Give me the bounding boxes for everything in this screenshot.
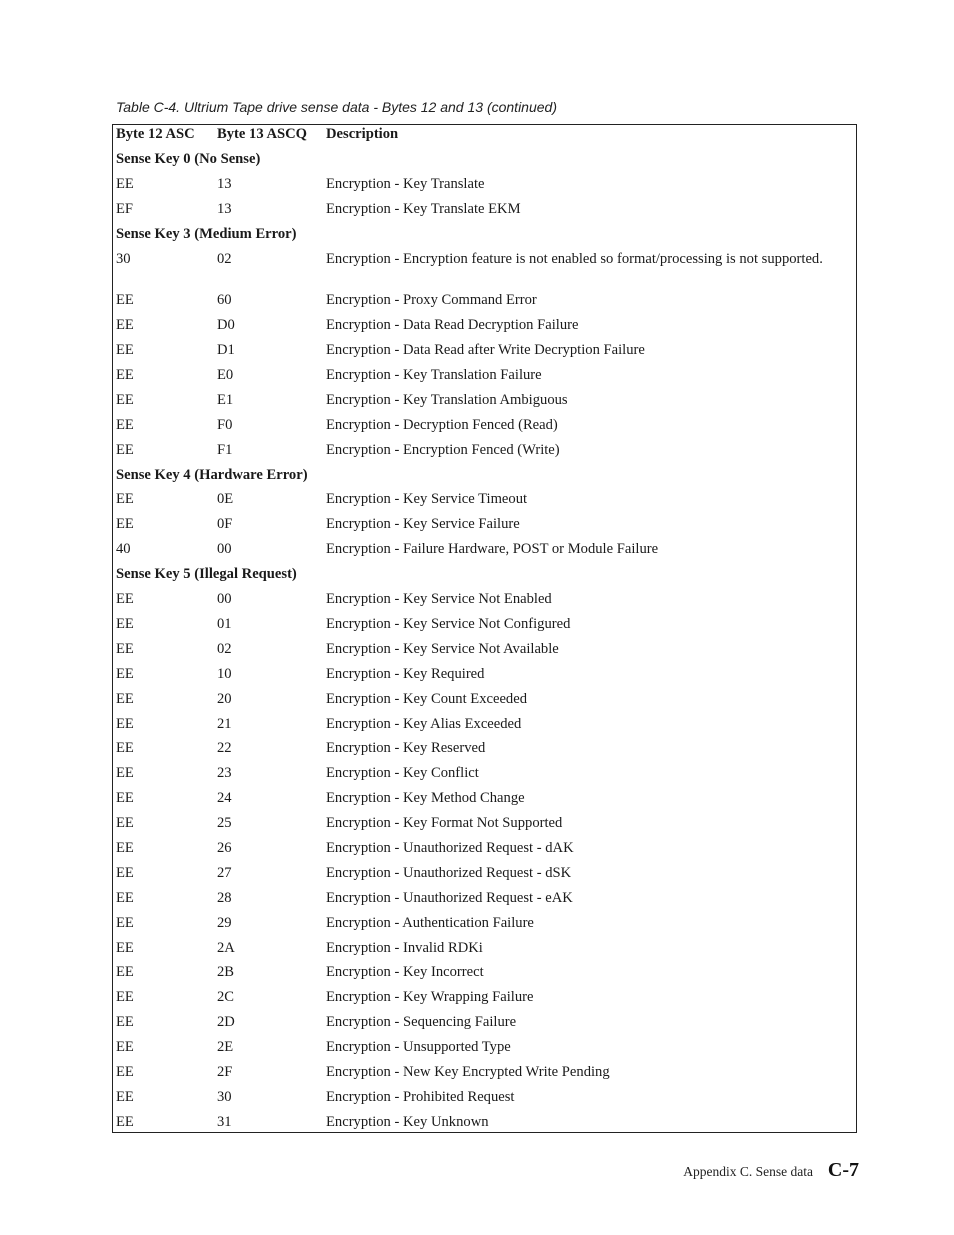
asc-cell: EE bbox=[116, 175, 134, 192]
ascq-cell: 02 bbox=[217, 250, 232, 267]
table-row bbox=[113, 442, 856, 467]
asc-cell: EE bbox=[116, 1014, 134, 1031]
table-row bbox=[113, 516, 856, 541]
description-cell: Encryption - Key Unknown bbox=[326, 1113, 489, 1130]
asc-cell: EE bbox=[116, 441, 134, 458]
description-cell: Encryption - Unauthorized Request - eAK bbox=[326, 889, 573, 906]
description-cell: Encryption - Key Method Change bbox=[326, 790, 525, 807]
description-cell: Encryption - Key Service Not Configured bbox=[326, 615, 571, 632]
description-cell: Encryption - Unsupported Type bbox=[326, 1039, 511, 1056]
ascq-cell: 00 bbox=[217, 591, 232, 608]
asc-cell: EE bbox=[116, 740, 134, 757]
table-row bbox=[113, 367, 856, 392]
table-row bbox=[113, 292, 856, 317]
description-cell: Encryption - Key Translate EKM bbox=[326, 200, 521, 217]
asc-cell: EE bbox=[116, 342, 134, 359]
asc-cell: 40 bbox=[116, 541, 131, 558]
table-row bbox=[113, 641, 856, 666]
asc-cell: EE bbox=[116, 516, 134, 533]
description-cell: Encryption - Key Required bbox=[326, 665, 485, 682]
table-row bbox=[113, 765, 856, 790]
asc-cell: EE bbox=[116, 665, 134, 682]
ascq-cell: 2E bbox=[217, 1039, 234, 1056]
asc-cell: EE bbox=[116, 416, 134, 433]
ascq-cell: 28 bbox=[217, 889, 232, 906]
asc-cell: EE bbox=[116, 815, 134, 832]
section-header-row bbox=[113, 467, 856, 492]
table-row bbox=[113, 616, 856, 641]
description-cell: Encryption - Decryption Fenced (Read) bbox=[326, 416, 558, 433]
section-header-row bbox=[113, 566, 856, 591]
ascq-cell: 01 bbox=[217, 615, 232, 632]
ascq-cell: 10 bbox=[217, 665, 232, 682]
description-cell: Encryption - Encryption Fenced (Write) bbox=[326, 441, 560, 458]
asc-cell: EE bbox=[116, 939, 134, 956]
table-row bbox=[113, 790, 856, 815]
table-row bbox=[113, 716, 856, 741]
section-header-row bbox=[113, 151, 856, 176]
description-cell: Encryption - Key Reserved bbox=[326, 740, 486, 757]
description-cell: Encryption - Unauthorized Request - dAK bbox=[326, 839, 574, 856]
description-cell: Encryption - Key Count Exceeded bbox=[326, 690, 528, 707]
description-cell: Encryption - New Key Encrypted Write Pending bbox=[326, 1063, 610, 1080]
asc-cell: EE bbox=[116, 615, 134, 632]
ascq-cell: 22 bbox=[217, 740, 232, 757]
table-row bbox=[113, 740, 856, 765]
table-row bbox=[113, 691, 856, 716]
asc-cell: EE bbox=[116, 317, 134, 334]
table-row bbox=[113, 865, 856, 890]
description-cell: Encryption - Prohibited Request bbox=[326, 1088, 515, 1105]
table-row bbox=[113, 176, 856, 201]
ascq-cell: 2D bbox=[217, 1014, 235, 1031]
table-row bbox=[113, 591, 856, 616]
table-header-row bbox=[113, 126, 856, 151]
table-row bbox=[113, 915, 856, 940]
description-cell: Encryption - Data Read Decryption Failure bbox=[326, 317, 579, 334]
column-header-ascq: Byte 13 ASCQ bbox=[217, 126, 307, 142]
ascq-cell: 00 bbox=[217, 541, 232, 558]
column-header-asc: Byte 12 ASC bbox=[116, 126, 195, 142]
asc-cell: EE bbox=[116, 1088, 134, 1105]
table-row bbox=[113, 1064, 856, 1089]
ascq-cell: 2B bbox=[217, 964, 235, 981]
asc-cell: EE bbox=[116, 964, 134, 981]
asc-cell: EE bbox=[116, 864, 134, 881]
asc-cell: EE bbox=[116, 839, 134, 856]
table-row bbox=[113, 1089, 856, 1114]
asc-cell: EE bbox=[116, 790, 134, 807]
ascq-cell: 13 bbox=[217, 175, 232, 192]
description-cell: Encryption - Key Translation Ambiguous bbox=[326, 391, 568, 408]
ascq-cell: E0 bbox=[217, 367, 234, 384]
description-cell: Encryption - Failure Hardware, POST or Module Failure bbox=[326, 541, 659, 558]
ascq-cell: 0E bbox=[217, 491, 234, 508]
asc-cell: EE bbox=[116, 914, 134, 931]
description-cell: Encryption - Invalid RDKi bbox=[326, 939, 483, 956]
description-cell: Encryption - Data Read after Write Decryption Failure bbox=[326, 342, 645, 359]
ascq-cell: 2F bbox=[217, 1063, 233, 1080]
description-cell: Encryption - Key Service Timeout bbox=[326, 491, 528, 508]
footer-page-number: C-7 bbox=[827, 1159, 859, 1181]
table-row bbox=[113, 251, 856, 293]
asc-cell: EE bbox=[116, 889, 134, 906]
ascq-cell: 29 bbox=[217, 914, 232, 931]
description-cell: Encryption - Proxy Command Error bbox=[326, 292, 537, 309]
ascq-cell: E1 bbox=[217, 391, 234, 408]
ascq-cell: 02 bbox=[217, 640, 232, 657]
section-title: Sense Key 4 (Hardware Error) bbox=[116, 466, 308, 483]
table-body bbox=[113, 126, 856, 1139]
ascq-cell: F0 bbox=[217, 416, 233, 433]
description-cell: Encryption - Key Conflict bbox=[326, 765, 479, 782]
table-row bbox=[113, 491, 856, 516]
description-cell: Encryption - Unauthorized Request - dSK bbox=[326, 864, 572, 881]
section-header-row bbox=[113, 226, 856, 251]
ascq-cell: 60 bbox=[217, 292, 232, 309]
description-cell: Encryption - Sequencing Failure bbox=[326, 1014, 517, 1031]
description-cell: Encryption - Encryption feature is not enabled so format/processing is not supported. bbox=[326, 250, 823, 267]
asc-cell: 30 bbox=[116, 250, 131, 267]
table-row bbox=[113, 964, 856, 989]
asc-cell: EE bbox=[116, 591, 134, 608]
section-title: Sense Key 5 (Illegal Request) bbox=[116, 566, 297, 583]
table-row bbox=[113, 417, 856, 442]
table-row bbox=[113, 1014, 856, 1039]
asc-cell: EE bbox=[116, 690, 134, 707]
table-row bbox=[113, 666, 856, 691]
table-row bbox=[113, 342, 856, 367]
section-title: Sense Key 0 (No Sense) bbox=[116, 151, 261, 167]
description-cell: Encryption - Key Alias Exceeded bbox=[326, 715, 522, 732]
table-row bbox=[113, 1039, 856, 1064]
table-row bbox=[113, 392, 856, 417]
ascq-cell: 25 bbox=[217, 815, 232, 832]
table-caption: Table C-4. Ultrium Tape drive sense data - Bytes 12 and 13 (continued) bbox=[116, 99, 557, 115]
ascq-cell: 0F bbox=[217, 516, 233, 533]
description-cell: Encryption - Key Translation Failure bbox=[326, 367, 542, 384]
ascq-cell: 30 bbox=[217, 1088, 232, 1105]
table-row bbox=[113, 541, 856, 566]
asc-cell: EE bbox=[116, 715, 134, 732]
ascq-cell: 2A bbox=[217, 939, 235, 956]
ascq-cell: 27 bbox=[217, 864, 232, 881]
asc-cell: EE bbox=[116, 367, 134, 384]
ascq-cell: D0 bbox=[217, 317, 235, 334]
description-cell: Encryption - Key Service Not Available bbox=[326, 640, 559, 657]
asc-cell: EE bbox=[116, 1039, 134, 1056]
asc-cell: EE bbox=[116, 292, 134, 309]
asc-cell: EE bbox=[116, 491, 134, 508]
table-row bbox=[113, 940, 856, 965]
asc-cell: EE bbox=[116, 391, 134, 408]
description-cell: Encryption - Key Format Not Supported bbox=[326, 815, 563, 832]
table-row bbox=[113, 815, 856, 840]
table-row bbox=[113, 840, 856, 865]
description-cell: Encryption - Key Incorrect bbox=[326, 964, 484, 981]
ascq-cell: F1 bbox=[217, 441, 233, 458]
ascq-cell: 23 bbox=[217, 765, 232, 782]
description-cell: Encryption - Key Service Not Enabled bbox=[326, 591, 552, 608]
description-cell: Encryption - Key Service Failure bbox=[326, 516, 520, 533]
description-cell: Encryption - Key Wrapping Failure bbox=[326, 989, 534, 1006]
ascq-cell: 20 bbox=[217, 690, 232, 707]
ascq-cell: 24 bbox=[217, 790, 232, 807]
footer-section-label: Appendix C. Sense data bbox=[683, 1164, 813, 1179]
ascq-cell: 13 bbox=[217, 200, 232, 217]
table-row bbox=[113, 890, 856, 915]
asc-cell: EE bbox=[116, 1063, 134, 1080]
ascq-cell: 31 bbox=[217, 1113, 232, 1130]
ascq-cell: 26 bbox=[217, 839, 232, 856]
asc-cell: EE bbox=[116, 989, 134, 1006]
sense-data-table bbox=[112, 124, 857, 1133]
description-cell: Encryption - Key Translate bbox=[326, 175, 485, 192]
table-row bbox=[113, 201, 856, 226]
description-cell: Encryption - Authentication Failure bbox=[326, 914, 534, 931]
section-title: Sense Key 3 (Medium Error) bbox=[116, 225, 297, 242]
asc-cell: EE bbox=[116, 765, 134, 782]
asc-cell: EE bbox=[116, 640, 134, 657]
asc-cell: EE bbox=[116, 1113, 134, 1130]
table-row bbox=[113, 989, 856, 1014]
column-header-description: Description bbox=[326, 126, 399, 142]
ascq-cell: 2C bbox=[217, 989, 235, 1006]
ascq-cell: 21 bbox=[217, 715, 232, 732]
table-row bbox=[113, 317, 856, 342]
ascq-cell: D1 bbox=[217, 342, 235, 359]
asc-cell: EF bbox=[116, 200, 134, 217]
table-row bbox=[113, 1114, 856, 1139]
